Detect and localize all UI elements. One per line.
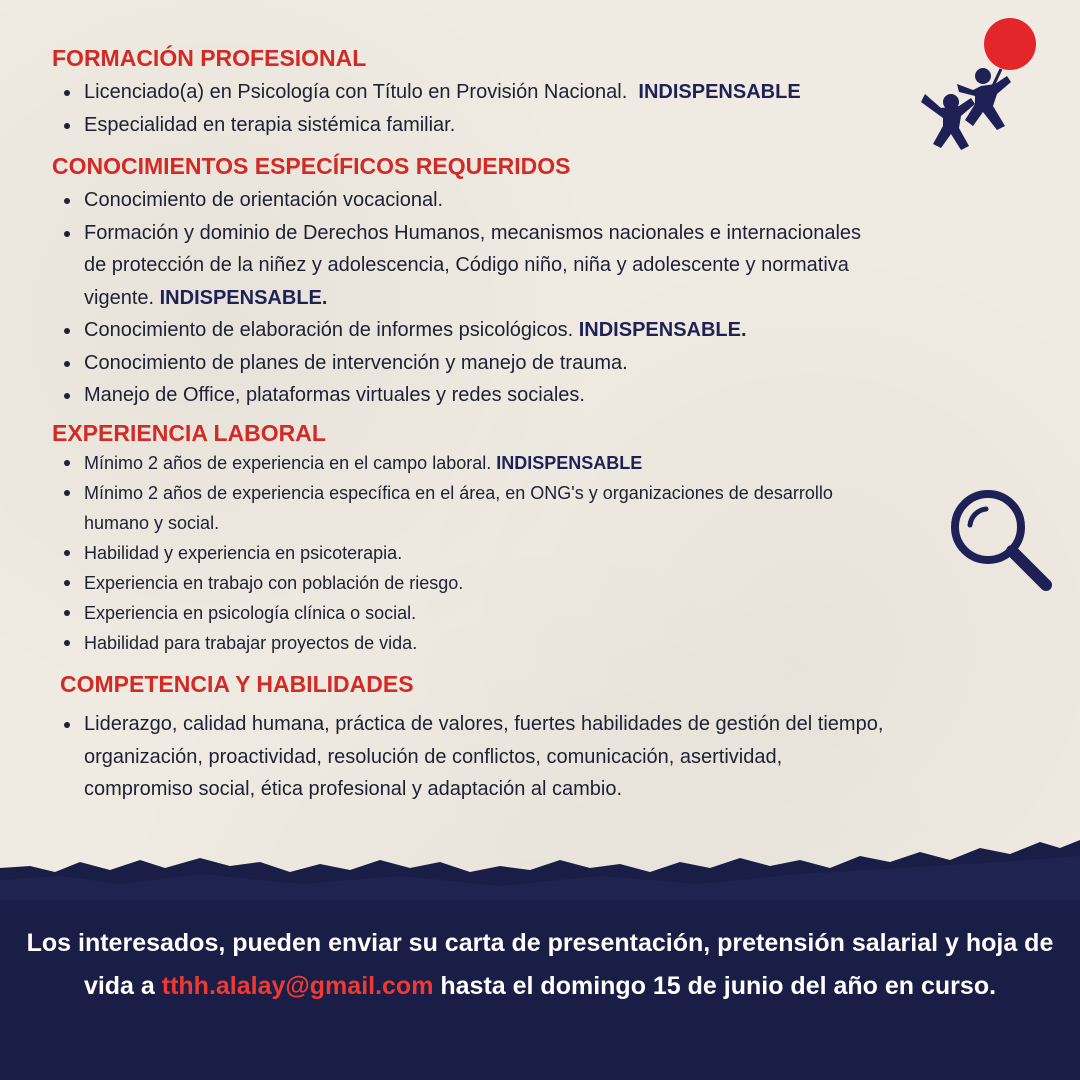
list-item: Experiencia en trabajo con población de riesgo. <box>52 568 872 598</box>
section-title-conocimientos: CONOCIMIENTOS ESPECÍFICOS REQUERIDOS <box>52 153 571 179</box>
list-item: Conocimiento de elaboración de informes psicológicos. INDISPENSABLE. <box>52 314 882 347</box>
list-item: Mínimo 2 años de experiencia específica en el área, en ONG's y organizaciones de desarrollo humano y social. <box>52 478 872 538</box>
section-title-formacion: FORMACIÓN PROFESIONAL <box>52 45 367 71</box>
list-item: Liderazgo, calidad humana, práctica de valores, fuertes habilidades de gestión del tiempo, organización, proactividad, resolución de conflictos, comunicación, asertividad, compromiso social, ética profesional y adaptación al cambio. <box>52 708 892 806</box>
section-title-experiencia: EXPERIENCIA LABORAL <box>52 420 326 446</box>
list-item: Formación y dominio de Derechos Humanos, mecanismos nacionales e internacionales de protección de la niñez y adolescencia, Código niño, niña y adolescente y normativa vigente. INDISPENSABLE. <box>52 217 882 315</box>
list-item: Licenciado(a) en Psicología con Título en Provisión Nacional. INDISPENSABLE <box>52 76 912 109</box>
list-item: Experiencia en psicología clínica o social. <box>52 598 872 628</box>
footer-message: Los interesados, pueden enviar su carta de presentación, pretensión salarial y hoja de vida a tthh.alalay@gmail.com hasta el domingo 15 de junio del año en curso. <box>26 929 1054 1000</box>
list-item: Conocimiento de planes de intervención y manejo de trauma. <box>52 347 882 380</box>
list-item: Habilidad y experiencia en psicoterapia. <box>52 538 872 568</box>
list-item: Mínimo 2 años de experiencia en el campo laboral. INDISPENSABLE <box>52 448 872 478</box>
email-link[interactable]: tthh.alalay@gmail.com <box>161 972 434 1000</box>
list-item: Conocimiento de orientación vocacional. <box>52 184 882 217</box>
list-item: Manejo de Office, plataformas virtuales y redes sociales. <box>52 379 882 412</box>
list-item: Especialidad en terapia sistémica familiar. <box>52 109 912 142</box>
section-title-competencia: COMPETENCIA Y HABILIDADES <box>60 671 414 697</box>
list-item: Habilidad para trabajar proyectos de vida. <box>52 628 872 658</box>
